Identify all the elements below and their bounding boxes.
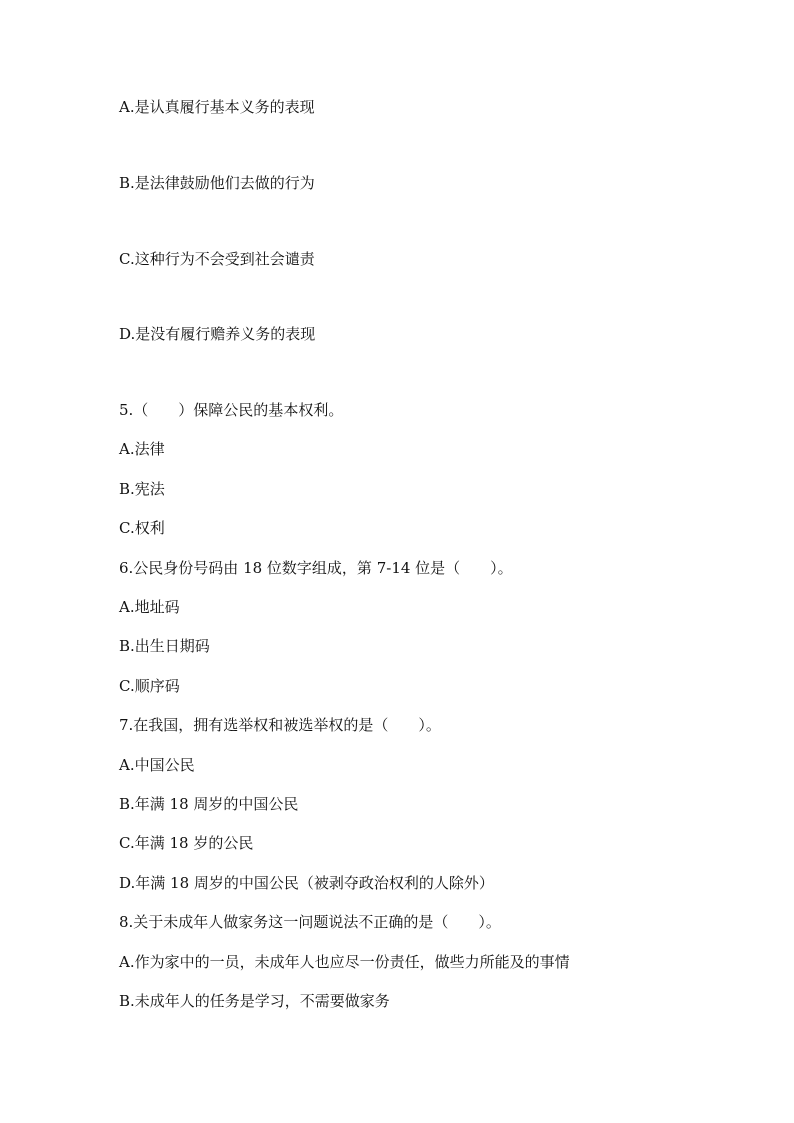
q6-option-a: A.地址码 [119, 598, 180, 616]
q6-option-b: B.出生日期码 [119, 637, 210, 655]
q7-option-b: B.年满 18 周岁的中国公民 [119, 795, 299, 813]
q7-stem: 7.在我国，拥有选举权和被选举权的是（ ）。 [119, 716, 441, 734]
q8-option-a: A.作为家中的一员，未成年人也应尽一份责任，做些力所能及的事情 [119, 953, 570, 971]
q5-option-b: B.宪法 [119, 480, 165, 498]
q5-option-c: C.权利 [119, 519, 165, 537]
q5-option-a: A.法律 [119, 440, 165, 458]
q7-option-c: C.年满 18 岁的公民 [119, 834, 254, 852]
q6-stem: 6.公民身份号码由 18 位数字组成，第 7-14 位是（ ）。 [119, 559, 513, 577]
q4-option-d: D.是没有履行赡养义务的表现 [119, 325, 316, 343]
q4-option-b: B.是法律鼓励他们去做的行为 [119, 174, 315, 192]
q4-option-a: A.是认真履行基本义务的表现 [119, 98, 315, 116]
q5-stem: 5.（ ）保障公民的基本权利。 [119, 401, 344, 419]
q4-option-c: C.这种行为不会受到社会谴责 [119, 250, 315, 268]
q8-option-b: B.未成年人的任务是学习，不需要做家务 [119, 992, 390, 1010]
q8-stem: 8.关于未成年人做家务这一问题说法不正确的是（ ）。 [119, 913, 501, 931]
q7-option-a: A.中国公民 [119, 756, 195, 774]
q7-option-d: D.年满 18 周岁的中国公民（被剥夺政治权利的人除外） [119, 874, 494, 892]
q6-option-c: C.顺序码 [119, 677, 180, 695]
